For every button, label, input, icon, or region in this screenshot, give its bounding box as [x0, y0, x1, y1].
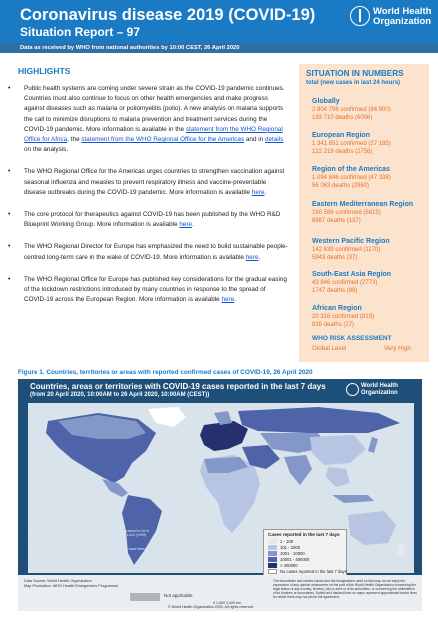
southeast-asia-shape	[326, 467, 350, 487]
here-link[interactable]: here	[179, 221, 193, 229]
who-emblem-icon	[346, 383, 359, 396]
world-map-figure	[18, 379, 422, 611]
new-zealand-shape	[396, 543, 406, 557]
report-subtitle: Situation Report – 97	[20, 25, 141, 39]
region-confirmed: 20 316 confirmed (819)	[312, 314, 375, 320]
map-who-name: World Health Organization	[361, 383, 398, 396]
region-block	[312, 304, 374, 330]
region-deaths: 56 063 deaths (2960)	[312, 183, 370, 190]
region-deaths: 193 710 deaths (6006)	[312, 115, 373, 122]
japan-shape	[368, 437, 378, 453]
region-confirmed: 43 846 confirmed (2773)	[312, 280, 378, 286]
map-subtitle: (from 20 April 2020, 10:00AM to 26 April 2020, 10:00AM (CEST))	[30, 392, 210, 398]
russia-shape	[238, 407, 400, 433]
highlight-item: • The WHO Regional Office for the Americas urges countries to strengthen vaccination against seasonal influenza and measles to prevent respiratory illness and vaccine-preventable disease outbreaks during the COVID-19 pandemic. More information is available here.	[8, 167, 288, 198]
legend-swatch	[268, 569, 277, 574]
who-emblem-icon	[350, 6, 370, 26]
data-date-text: Data as received by WHO from national authorities by 10:00 CEST, 26 April 2020	[20, 45, 240, 51]
legend-swatch	[268, 551, 277, 556]
region-name: Western Pacific Region	[312, 238, 390, 245]
not-applicable-label: Not applicable	[164, 593, 193, 598]
map-legend: Cases reported in the last 7 days 1 - 100 101 - 1000 1001 - 10000 10001 - 400000 > 400000 No cases reported in the last 7 days	[263, 529, 347, 583]
map-scale: 0 1,500 3,000 km	[213, 601, 241, 605]
risk-level-value: Very High	[384, 345, 411, 352]
details-link[interactable]: details	[264, 136, 284, 144]
risk-assessment-heading: WHO RISK ASSESSMENT	[312, 335, 392, 342]
region-name: Eastern Mediterranean Region	[312, 201, 414, 208]
legend-swatch	[268, 545, 277, 550]
legend-swatch	[268, 557, 277, 562]
region-deaths: 122 218 deaths (2756)	[312, 149, 373, 156]
region-confirmed: 160 586 confirmed (5615)	[312, 210, 381, 216]
legend-title: Cases reported in the last 7 days	[268, 532, 340, 537]
region-block	[312, 200, 413, 226]
map-footer	[18, 575, 422, 611]
map-copyright: © World Health Organization 2020, All rights reserved.	[168, 605, 255, 609]
australia-shape	[348, 511, 396, 545]
greenland-shape	[148, 407, 186, 427]
here-link[interactable]: here	[221, 296, 235, 304]
region-name: Region of the Americas	[312, 166, 390, 173]
highlights-list	[8, 84, 288, 305]
situation-in-numbers-panel	[299, 64, 429, 362]
region-deaths: 5943 deaths (37)	[312, 255, 358, 262]
china-shape	[310, 435, 366, 465]
report-title: Coronavirus disease 2019 (COVID-19)	[20, 6, 316, 24]
region-block	[312, 131, 391, 157]
numbers-heading: SITUATION IN NUMBERS	[306, 69, 404, 78]
map-note-kosovo: [1] All references to Kosovo in this document should be understood to be in the context of the United Nations Security Council resolution 1244 (1999).	[30, 529, 150, 538]
region-deaths: 6887 deaths (137)	[312, 218, 361, 225]
here-link[interactable]: here	[245, 253, 259, 261]
here-link[interactable]: here	[251, 188, 265, 196]
map-disclaimer: The boundaries and names shown and the designations used on this map do not imply the expression of any opinion whatsoever on the part of the World Health Organization concerning the legal status of any country, territory, city or area or of its authorities, or concerning the delimitation of its frontiers or boundaries. Dotted and dashed lines on maps represent approximate border lines for which there may not yet be full agreement.	[273, 579, 417, 599]
highlight-item: • Public health systems are coming under severe strain as the COVID-19 pandemic continues. Countries must also continue to focus on other health emergencies and make progress against diseases such as malaria or poliomyelitis (polio). A new analysis on malaria supports the call to minimize disruptions to malaria prevention and treatment services during the COVID-19 pandemic. More information is available in the statement from the WHO Regional Office for Africa, the statement from the WHO Regional Office for the Americas and in details on the analysis.	[8, 84, 288, 155]
map-credits: Data Source: World Health Organization Map Production: WHO Health Emergencies Programme	[24, 579, 119, 588]
region-block	[312, 97, 391, 123]
region-name: African Region	[312, 305, 362, 312]
scandinavia-shape	[214, 411, 232, 425]
highlight-item: • The WHO Regional Office for Europe has published key considerations for the gradual easing of the lockdown restrictions introduced by many countries in response to the spread of COVID-19 across the European Region. More information is available here.	[8, 275, 288, 306]
legend-swatch	[268, 563, 277, 568]
region-name: Globally	[312, 98, 340, 105]
region-block	[312, 270, 391, 296]
region-name: European Region	[312, 132, 370, 139]
data-date-strip	[0, 43, 438, 53]
map-note-aggregation: Number of cases of Serbia and Kosovo (UNSCR 1244, 1999) have been aggregated for visualization purposes.	[30, 547, 146, 556]
region-confirmed: 2 804 796 confirmed (84 900)	[312, 107, 391, 113]
risk-level-label: Global Level	[312, 345, 347, 352]
figure-caption: Figure 1. Countries, territories or areas with reported confirmed cases of COVID-19, 26 April 2020	[18, 369, 313, 376]
highlights-heading: HIGHLIGHTS	[18, 66, 71, 76]
region-confirmed: 1 341 851 confirmed (27 185)	[312, 141, 391, 147]
region-block	[312, 237, 390, 263]
region-confirmed: 1 094 846 confirmed (47 338)	[312, 175, 391, 181]
not-applicable-swatch	[130, 593, 160, 601]
highlight-item: • The WHO Regional Director for Europe has emphasized the need to build sustainable people-centred long-term care in the wake of COVID-19. More information is available here.	[8, 242, 288, 262]
region-deaths: 839 deaths (27)	[312, 322, 355, 329]
region-name: South-East Asia Region	[312, 271, 392, 278]
region-block	[312, 165, 391, 191]
who-name: World Health Organization	[373, 6, 432, 27]
highlight-item: • The core protocol for therapeutics against COVID-19 has been published by the WHO R&D Blueprint Working Group. More information is available here.	[8, 210, 288, 230]
report-header	[0, 0, 438, 43]
numbers-subheading: total (new cases in last 24 hours)	[306, 80, 401, 86]
region-confirmed: 142 639 confirmed (1170)	[312, 247, 381, 253]
region-deaths: 1747 deaths (89)	[312, 288, 358, 295]
americas-statement-link[interactable]: statement from the WHO Regional Office for the Americas	[81, 136, 245, 144]
europe-shape	[200, 421, 248, 451]
map-title: Countries, areas or territories with COVID-19 cases reported in the last 7 days	[30, 382, 326, 391]
india-shape	[284, 455, 312, 485]
africa-statement-link[interactable]: statement from the WHO Regional Office for Africa	[24, 125, 283, 144]
legend-swatch	[268, 539, 277, 544]
indonesia-shape	[332, 495, 374, 503]
